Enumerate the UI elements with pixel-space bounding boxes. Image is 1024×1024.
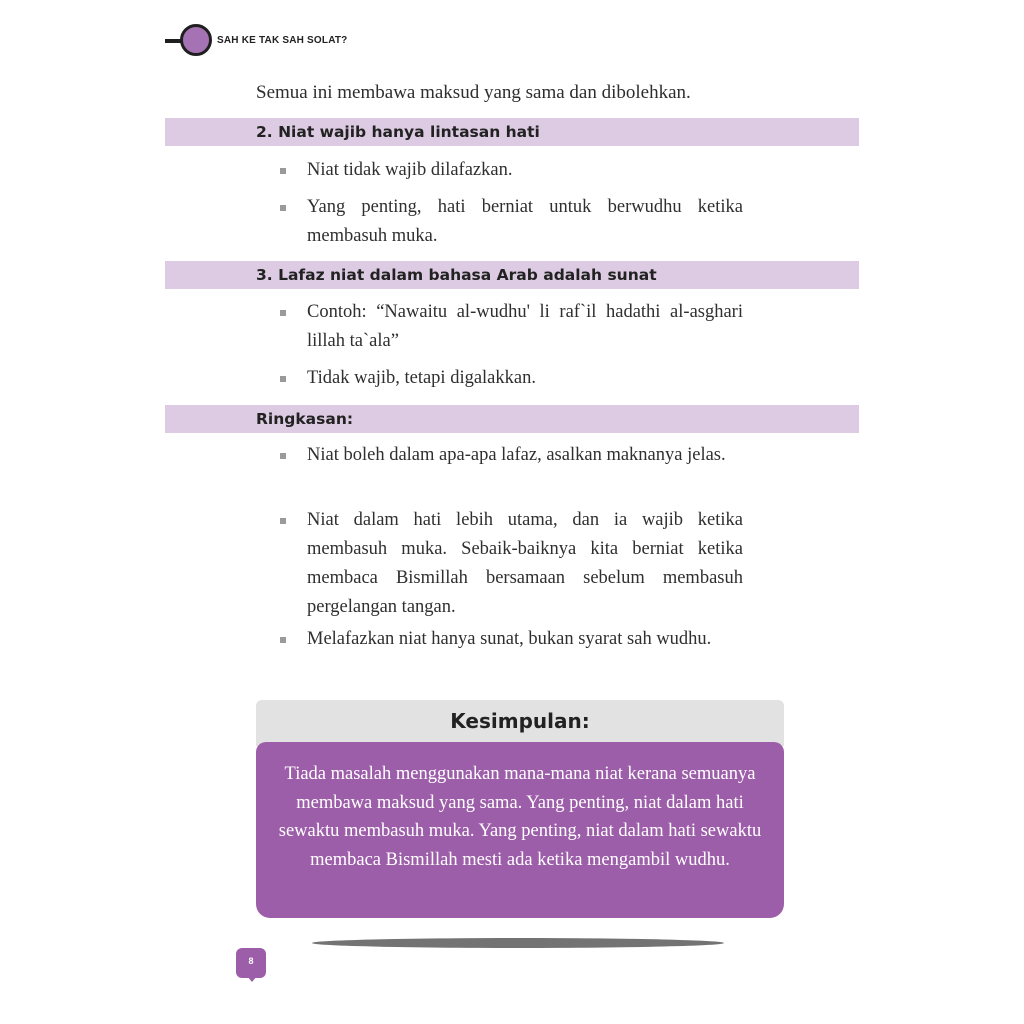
running-header: SAH KE TAK SAH SOLAT?	[217, 35, 348, 46]
bullet-icon	[280, 518, 286, 524]
list-item: Niat tidak wajib dilafazkan.	[307, 160, 513, 180]
conclusion-box	[256, 742, 784, 918]
bullet-icon	[280, 637, 286, 643]
list-item: Contoh: “Nawaitu al-wudhu' li raf`il hadathi al-asghari lillah ta`ala”	[307, 302, 743, 351]
page-badge-tail	[247, 976, 257, 982]
list-item: Melafazkan niat hanya sunat, bukan syarat sah wudhu.	[307, 629, 712, 649]
bullet-icon	[280, 205, 286, 211]
list-item: Yang penting, hati berniat untuk berwudhu ketika membasuh muka.	[307, 197, 743, 246]
intro-text: Semua ini membawa maksud yang sama dan dibolehkan.	[256, 82, 691, 103]
page-badge	[236, 948, 266, 978]
header-circle-icon	[180, 24, 212, 56]
page-number: 8	[248, 956, 254, 966]
list-item: Tidak wajib, tetapi digalakkan.	[307, 368, 536, 388]
section-heading: Ringkasan:	[256, 410, 354, 428]
bullet-icon	[280, 168, 286, 174]
conclusion-title: Kesimpulan:	[450, 709, 590, 733]
section-heading: 2. Niat wajib hanya lintasan hati	[256, 123, 540, 141]
section-heading: 3. Lafaz niat dalam bahasa Arab adalah sunat	[256, 266, 657, 284]
conclusion-text: Tiada masalah menggunakan mana-mana niat kerana semuanya membawa maksud yang sama. Yang penting, niat dalam hati sewaktu membasuh muka. Yang penting, niat dalam hati sewaktu membaca Bismillah mesti ada ketika mengambil wudhu.	[278, 764, 762, 870]
list-item: Niat dalam hati lebih utama, dan ia wajib ketika membasuh muka. Sebaik-baiknya kita berniat ketika membaca Bismillah bersamaan sebelum membasuh pergelangan tangan.	[307, 510, 743, 617]
conclusion-header	[256, 700, 784, 746]
bullet-icon	[280, 310, 286, 316]
bullet-icon	[280, 376, 286, 382]
bullet-icon	[280, 453, 286, 459]
list-item: Niat boleh dalam apa-apa lafaz, asalkan maknanya jelas.	[307, 445, 726, 465]
decorative-shadow	[312, 938, 724, 948]
